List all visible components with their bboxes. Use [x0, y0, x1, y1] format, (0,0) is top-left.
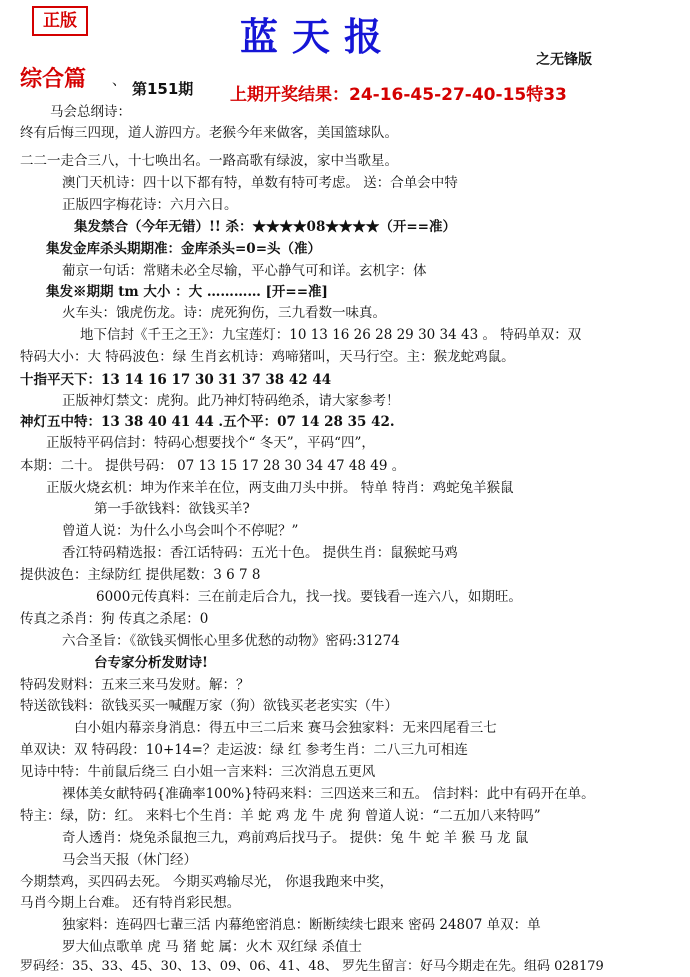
text-line: 神灯五中特：13 38 40 41 44 .五个平：07 14 28 35 42. [20, 414, 395, 430]
text-line: 本期：二十。 提供号码： 07 13 15 17 28 30 34 47 48 49 。 [20, 458, 406, 474]
last-draw-results: 上期开奖结果：24-16-45-27-40-15特33 [230, 85, 567, 105]
text-line: 今期禁鸡，买四码去死。 今期买鸡输尽光， 你退我跑来中奖， [20, 874, 394, 890]
text-line: 特码大小：大 特码波色：绿 生肖玄机诗：鸡啼猪叫，天马行空。主：猴龙蛇鸡鼠。 [20, 349, 515, 365]
text-line: 罗码经：35、33、45、30、13、09、06、41、48、 罗先生留言：好马今期走在先。组码 028179 [20, 959, 604, 974]
issue-number: 第151期 [132, 80, 194, 98]
text-line: 马会当天报（休门经） [62, 852, 197, 868]
text-line: 马肖今期上台难。 还有特肖彩民想。 [20, 895, 241, 911]
text-line: 提供波色：主绿防红 提供尾数：3 6 7 8 [20, 567, 261, 583]
section-heading: 综合篇 [20, 67, 87, 92]
heading-separator: 、 [112, 73, 126, 89]
text-line: 第一手欲钱料：欲钱买羊? [94, 501, 250, 517]
text-line: 特码发财料：五来三来马发财。解：？ [20, 677, 250, 693]
text-line: 正版特平码信封：特码心想要找个“ 冬天”，平码“四”， [46, 435, 375, 451]
text-line: 马会总纲诗： [50, 104, 131, 120]
text-line: 6000元传真料：三在前走后合九，找一找。要钱看一连六八，如期旺。 [96, 589, 522, 605]
text-line: 集发※期期 tm 大小 ：大 ………… [开==准] [46, 284, 328, 300]
text-line: 香江特码精选报：香江话特码：五光十色。 提供生肖：鼠猴蛇马鸡 [62, 545, 458, 561]
text-line: 正版四字梅花诗：六月六日。 [62, 197, 238, 213]
text-line: 集发禁合（今年无错）!! 杀：★★★★08★★★★（开==准） [74, 219, 456, 235]
text-line: 六合圣旨：《欲钱买惆怅心里多优愁的动物》密码:31274 [62, 633, 400, 649]
text-line: 特送欲钱料：欲钱买买一喊醒万家（狗）欲钱买老老实实（牛） [20, 698, 398, 714]
text-line: 澳门天机诗：四十以下都有特，单数有特可考虑。 送：合单会中特 [62, 175, 458, 191]
text-line: 罗大仙点歌单 虎 马 猪 蛇 属：火木 双红绿 杀值士 [62, 939, 363, 955]
edition-label: 之无锋版 [536, 52, 592, 68]
text-line: 火车头：饿虎伤龙。诗：虎死狗伤，三九看数一味真。 [62, 305, 386, 321]
text-line: 见诗中特：牛前鼠后绕三 白小姐一言来料：三次消息五更风 [20, 764, 376, 780]
text-line: 终有后悔三四现，道人游四方。老猴今年来做客，美国篮球队。 [20, 125, 398, 141]
newspaper-title: 蓝天报 [240, 14, 397, 59]
text-line: 独家料：连码四七輩三活 内幕绝密消息：断断续续七跟来 密码 24807 单双：单 [62, 917, 541, 933]
text-line: 白小姐内幕亲身消息：得五中三二后来 赛马会独家料：无来四尾看三七 [74, 720, 497, 736]
text-line: 特主：绿，防：红。 来料七个生肖：羊 蛇 鸡 龙 牛 虎 狗 曾道人说：“二五加八来特吗” [20, 808, 541, 824]
authentic-stamp: 正版 [32, 6, 88, 36]
text-line: 十指平天下：13 14 16 17 30 31 37 38 42 44 [20, 372, 332, 388]
text-line: 地下信封《千王之王》：九宝莲灯：10 13 16 26 28 29 30 34 43 。 特码单双：双 [80, 327, 582, 343]
text-line: 正版火烧玄机：坤为作来羊在位，两支曲刀头中拼。 特单 特肖：鸡蛇兔羊猴鼠 [46, 480, 514, 496]
text-line: 单双诀：双 特码段：10+14=？走运波：绿 红 参考生肖：二八三九可相连 [20, 742, 468, 758]
text-line: 奇人透肖：烧兔杀鼠抱三九，鸡前鸡后找马子。 提供：兔 牛 蛇 羊 猴 马 龙 鼠 [62, 830, 529, 846]
text-line: 葡京一句话：常赌未必全尽输，平心静气可和详。玄机字：体 [62, 263, 427, 279]
text-line: 传真之杀肖：狗 传真之杀尾：0 [20, 611, 209, 627]
text-line: 正版神灯禁文：虎狗。此乃神灯特码绝杀，请大家参考！ [62, 393, 400, 409]
text-line: 台专家分析发财诗! [94, 655, 208, 671]
text-line: 二二一走合三八，十七唤出名。一路高歌有绿波，家中当歌星。 [20, 153, 398, 169]
text-line: 裸体美女献特码{准确率100%}特码来料：三四送来三和五。 信封料：此中有码开在单。 [62, 786, 595, 802]
text-line: 曾道人说：为什么小鸟会叫个不停呢？” [62, 523, 299, 539]
text-line: 集发金库杀头期期准：金库杀头=0=头（准） [46, 241, 322, 257]
